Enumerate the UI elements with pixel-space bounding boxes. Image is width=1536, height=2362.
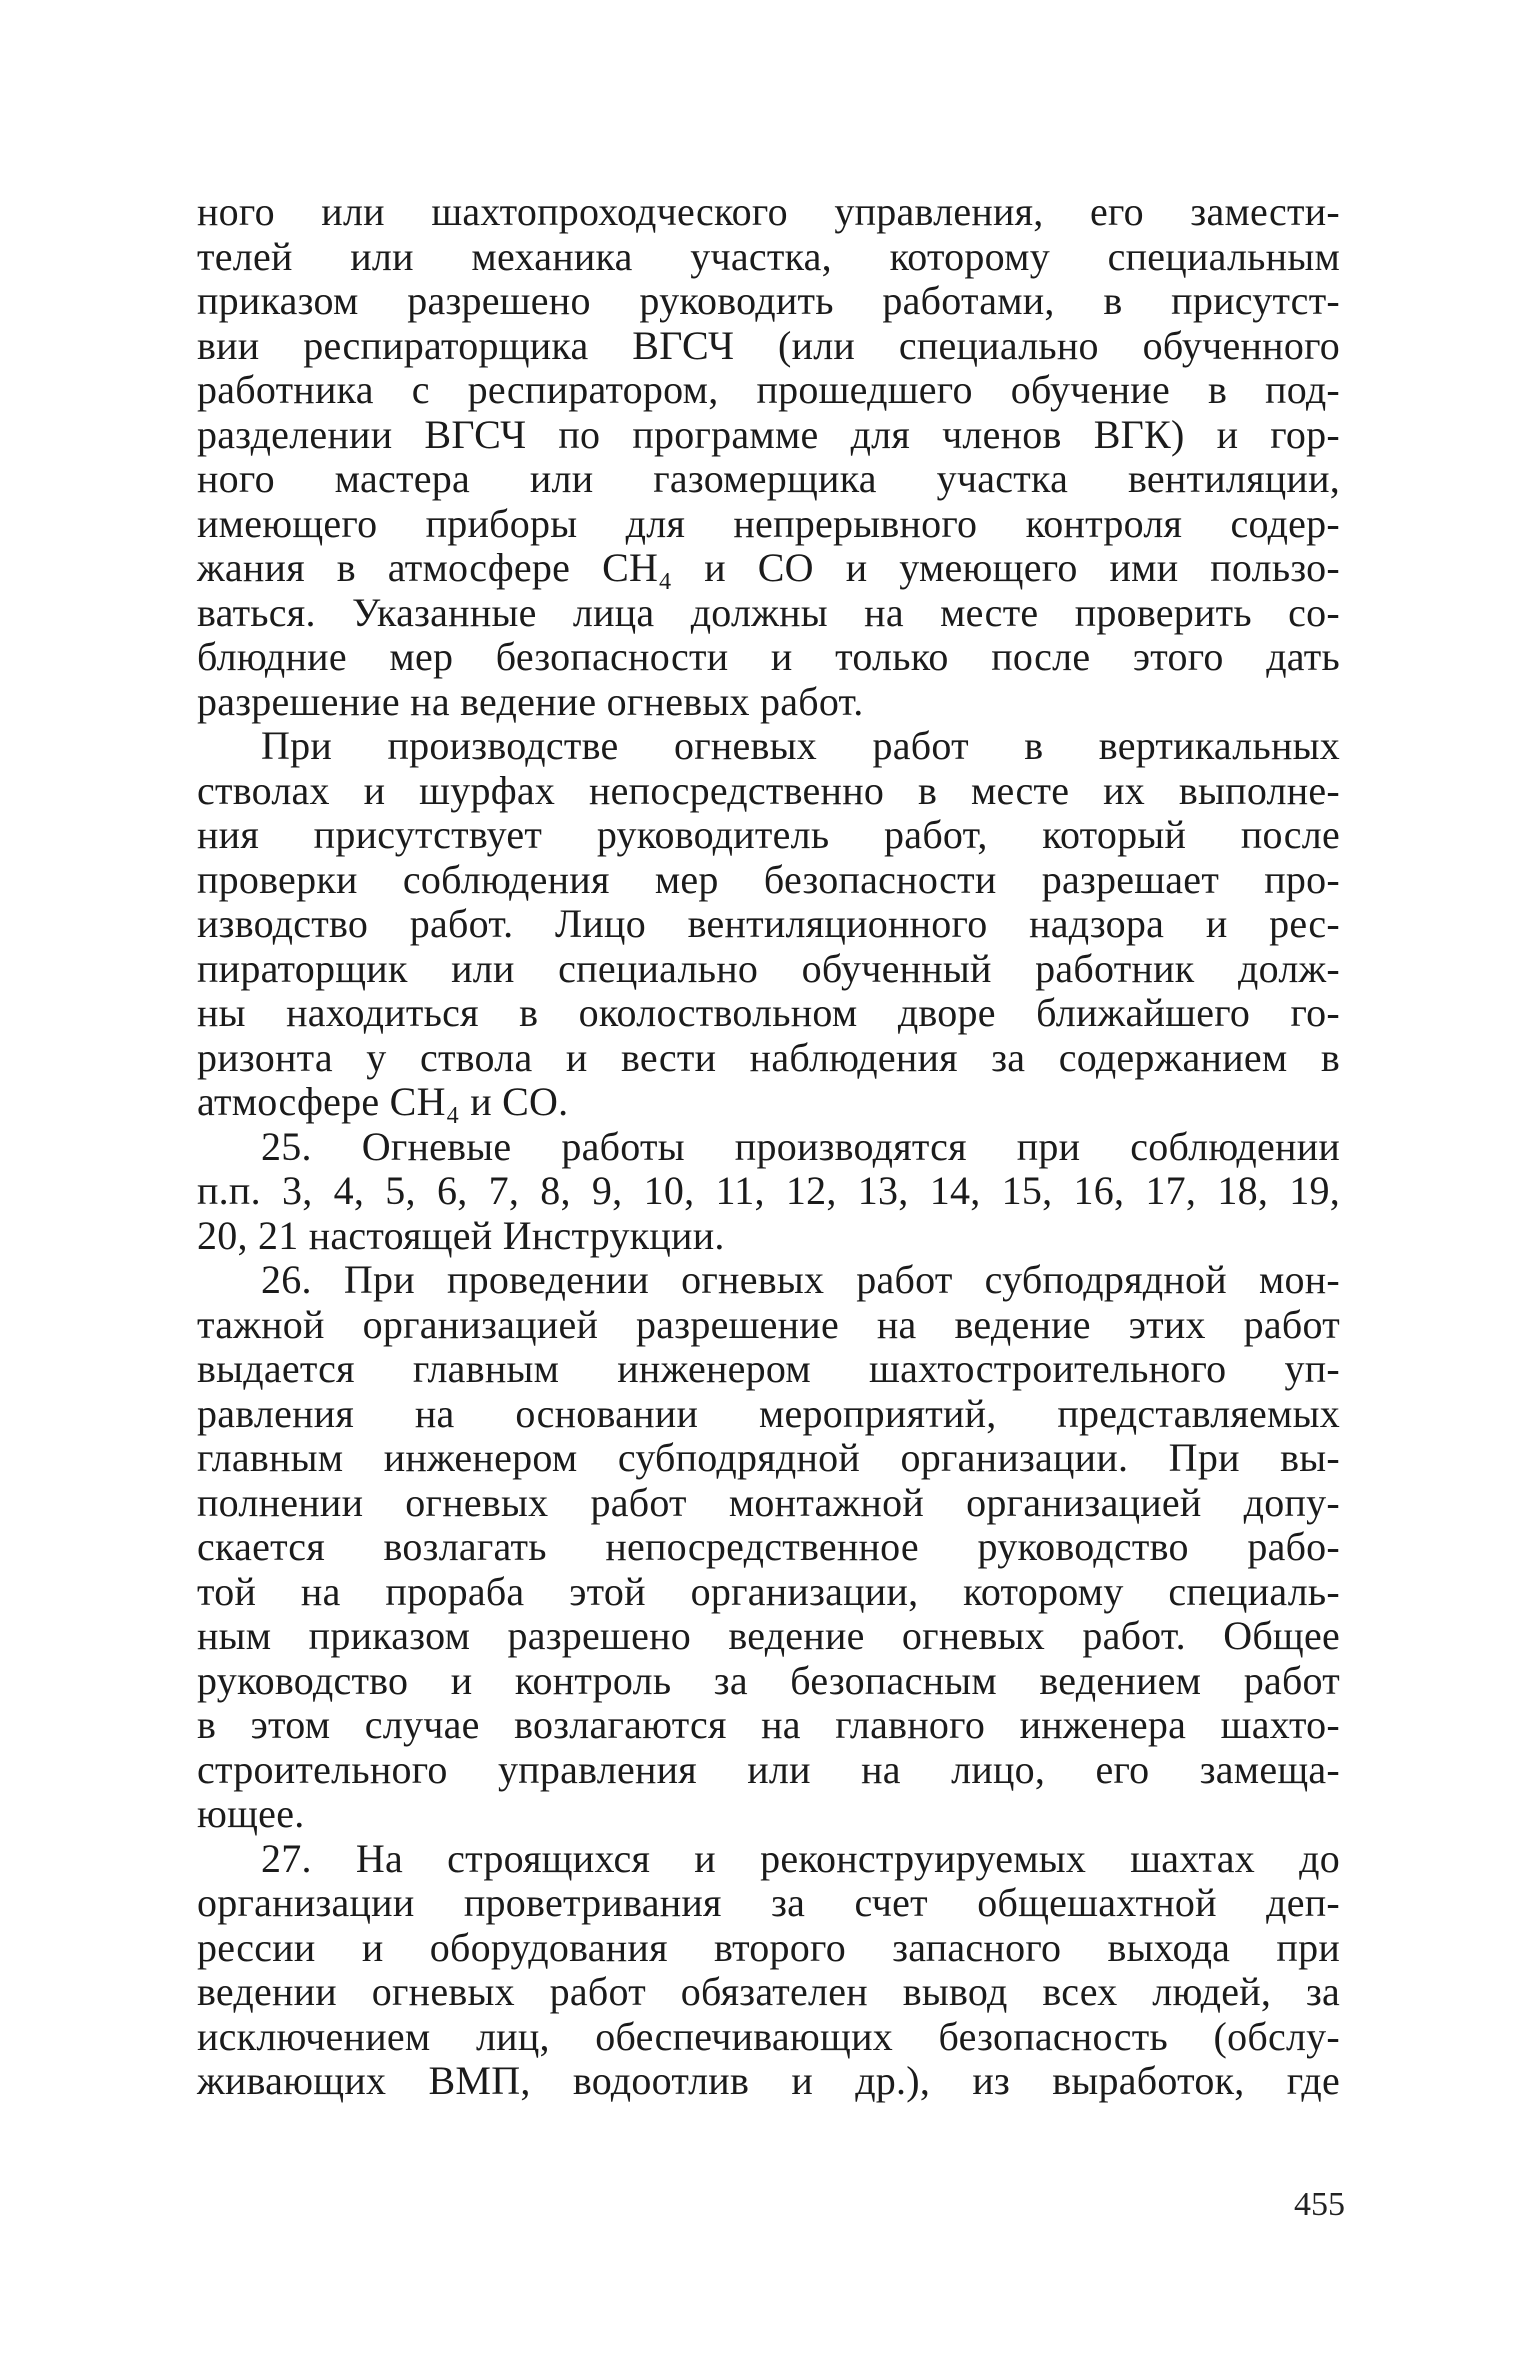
text-line: главным инженером субподрядной организации. При вы-: [197, 1435, 1340, 1480]
text-line: пираторщик или специально обученный работник долж-: [197, 945, 1340, 991]
text-line: вии респираторщика ВГСЧ (или специально обученного: [197, 322, 1340, 368]
text-line: ющее.: [197, 1791, 305, 1836]
text-line: 27. На строящихся и реконструируемых шахтах до: [261, 1835, 1340, 1881]
text-line: рессии и оборудования второго запасного выхода при: [197, 1924, 1340, 1970]
text-line: строительного управления или на лицо, его замеща-: [197, 1746, 1340, 1792]
text-line: телей или механика участка, которому специальным: [197, 233, 1340, 279]
text-line: выдается главным инженером шахтостроительного уп-: [197, 1346, 1340, 1391]
text-line: тажной организацией разрешение на ведение этих работ: [197, 1301, 1340, 1347]
text-line: той на прораба этой организации, которому специаль-: [197, 1568, 1340, 1614]
text-line: атмосфере CH₄ и CO.: [197, 1079, 569, 1124]
text-line: равления на основании мероприятий, представляемых: [197, 1390, 1340, 1436]
page-number: 455: [1294, 2186, 1345, 2223]
paragraph-26: [197, 1258, 1340, 1837]
text-line: жания в атмосфере CH₄ и CO и умеющего ими пользо-: [197, 545, 1340, 590]
text-line: изводство работ. Лицо вентиляционного надзора и рес-: [197, 901, 1340, 946]
text-line: ризонта у ствола и вести наблюдения за содержанием в: [197, 1034, 1340, 1080]
text-line: ваться. Указанные лица должны на месте проверить со-: [197, 589, 1340, 635]
text-line: блюдние мер безопасности и только после этого дать: [197, 634, 1340, 679]
text-line: организации проветривания за счет общешахтной деп-: [197, 1880, 1340, 1925]
text-line: исключением лиц, обеспечивающих безопасность (обслу-: [197, 2013, 1340, 2059]
text-line: ного или шахтопроходческого управления, его замести-: [197, 189, 1340, 234]
paragraph-25: [197, 1125, 1340, 1259]
paragraph-27: [197, 1837, 1340, 2104]
text-line: проверки соблюдения мер безопасности разрешает про-: [197, 856, 1340, 902]
text-line: скается возлагать непосредственное руководство рабо-: [197, 1524, 1340, 1569]
text-line: 25. Огневые работы производятся при соблюдении: [261, 1123, 1340, 1169]
text-line: 20, 21 настоящей Инструкции.: [197, 1212, 725, 1258]
text-line: разделении ВГСЧ по программе для членов ВГК) и гор-: [197, 411, 1340, 457]
text-line: ны находиться в околоствольном дворе ближайшего го-: [197, 990, 1340, 1035]
paragraph-1: [197, 190, 1340, 724]
text-line: ния присутствует руководитель работ, который после: [197, 812, 1340, 857]
text-line: ным приказом разрешено ведение огневых работ. Общее: [197, 1613, 1340, 1658]
page-body: [197, 190, 1340, 2104]
text-line: При производстве огневых работ в вертикальных: [261, 723, 1340, 768]
text-line: разрешение на ведение огневых работ.: [197, 678, 864, 724]
text-line: стволах и шурфах непосредственно в месте их выполне-: [197, 767, 1340, 813]
text-line: в этом случае возлагаются на главного инженера шахто-: [197, 1702, 1340, 1747]
text-line: приказом разрешено руководить работами, в присутст-: [197, 278, 1340, 323]
text-line: ного мастера или газомерщика участка вентиляции,: [197, 456, 1340, 501]
paragraph-2: [197, 724, 1340, 1125]
text-line: руководство и контроль за безопасным ведением работ: [197, 1657, 1340, 1703]
text-line: ведении огневых работ обязателен вывод всех людей, за: [197, 1969, 1340, 2014]
text-line: полнении огневых работ монтажной организацией допу-: [197, 1479, 1340, 1525]
text-line: имеющего приборы для непрерывного контроля содер-: [197, 500, 1340, 546]
text-line: п.п. 3, 4, 5, 6, 7, 8, 9, 10, 11, 12, 13, 14, 15, 16, 17, 18, 19,: [197, 1168, 1340, 1213]
text-line: 26. При проведении огневых работ субподрядной мон-: [261, 1257, 1340, 1302]
text-line: живающих ВМП, водоотлив и др.), из выработок, где: [197, 2058, 1340, 2103]
text-line: работника с респиратором, прошедшего обучение в под-: [197, 367, 1340, 412]
